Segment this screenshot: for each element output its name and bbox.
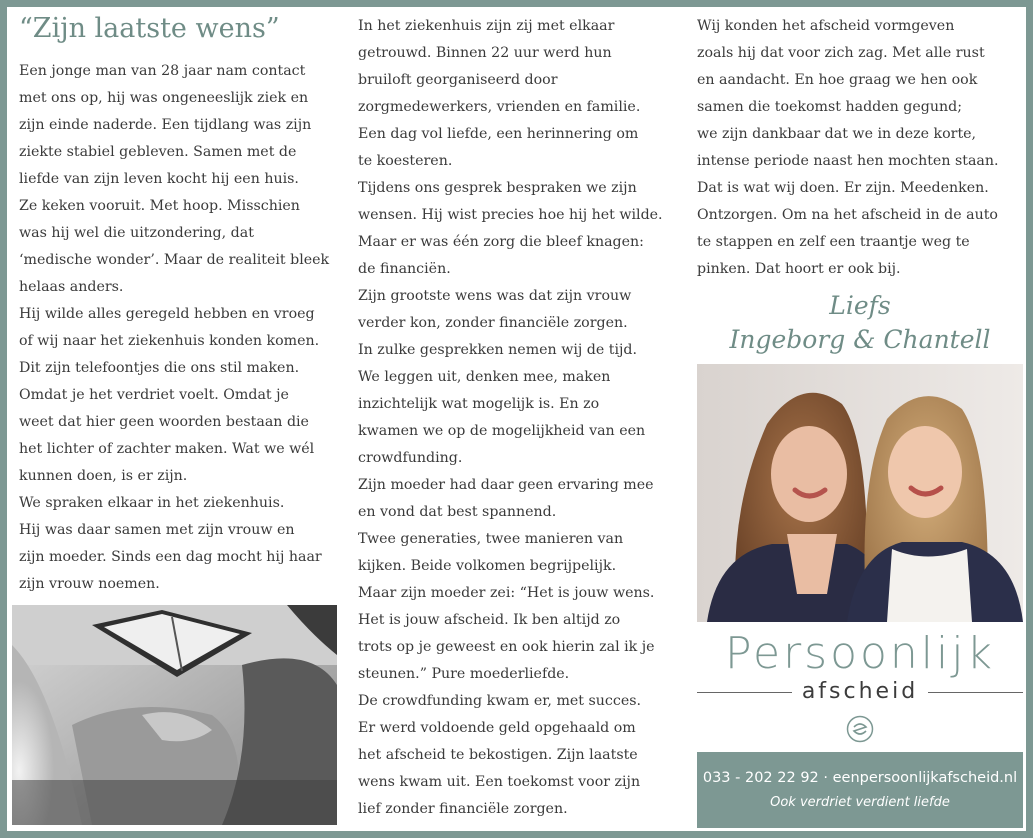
paragraph-line: en aandacht. En hoe graag we hen ook	[697, 72, 978, 88]
paragraph-line: Dat is wat wij doen. Er zijn. Meedenken.	[697, 180, 989, 196]
brand-subtitle: afscheid	[801, 679, 919, 704]
paragraph-line: bruiloft georganiseerd door	[358, 72, 558, 88]
paragraph-line: Hij was daar samen met zijn vrouw en	[19, 522, 295, 538]
paragraph-line: zijn moeder. Sinds een dag mocht hij haar	[19, 549, 322, 565]
paragraph-line: het afscheid te bekostigen. Zijn laatste	[358, 747, 638, 763]
signoff-names: Ingeborg & Chantell	[729, 325, 991, 354]
contact-bar	[697, 752, 1023, 828]
paragraph-line: steunen.” Pure moederliefde.	[358, 666, 570, 682]
paragraph-line: Zijn grootste wens was dat zijn vrouw	[358, 288, 632, 304]
paragraph-line: kwamen we op de mogelijkheid van een	[358, 423, 646, 439]
paragraph-line: kijken. Beide volkomen begrijpelijk.	[358, 558, 617, 574]
paragraph-line: Zijn moeder had daar geen ervaring mee	[358, 477, 654, 493]
article-page	[7, 7, 1026, 831]
column-1-text	[19, 58, 339, 598]
paragraph-line: we zijn dankbaar dat we in deze korte,	[697, 126, 977, 142]
paragraph-line: zorgmedewerkers, vrienden en familie.	[358, 99, 641, 115]
paragraph-line: wensen. Hij wist precies hoe hij het wilde.	[358, 207, 663, 223]
signoff	[697, 289, 1023, 357]
two-women-portrait-photo	[697, 364, 1023, 622]
paragraph-line: Omdat je het verdriet voelt. Omdat je	[19, 387, 289, 403]
signoff-line-1: Liefs	[829, 291, 891, 320]
paragraph-line: zijn vrouw noemen.	[19, 576, 160, 592]
paragraph-line: ziekte stabiel gebleven. Samen met de	[19, 144, 297, 160]
paragraph-line: te stappen en zelf een traantje weg te	[697, 234, 970, 250]
paragraph-line: Het is jouw afscheid. Ik ben altijd zo	[358, 612, 621, 628]
paragraph-line: In het ziekenhuis zijn zij met elkaar	[358, 18, 615, 34]
paragraph-line: wens kwam uit. Een toekomst voor zijn	[358, 774, 641, 790]
paragraph-line: of wij naar het ziekenhuis konden komen.	[19, 333, 320, 349]
paragraph-line: Ze keken vooruit. Met hoop. Misschien	[19, 198, 300, 214]
paragraph-line: met ons op, hij was ongeneeslijk ziek en	[19, 90, 309, 106]
paragraph-line: We leggen uit, denken mee, maken	[358, 369, 611, 385]
tagline: Ook verdriet verdient liefde	[770, 795, 950, 810]
wedding-hands-photo	[12, 605, 337, 825]
paragraph-line: ‘medische wonder’. Maar de realiteit bleek	[19, 252, 330, 268]
paragraph-line: Wij konden het afscheid vormgeven	[697, 18, 955, 34]
contact-separator: ·	[823, 770, 828, 786]
paragraph-line: kunnen doen, is er zijn.	[19, 468, 188, 484]
column-3	[697, 7, 1017, 283]
contact-line	[697, 768, 1023, 788]
paragraph-line: In zulke gesprekken nemen wij de tijd.	[358, 342, 637, 358]
paragraph-line: Een jonge man van 28 jaar nam contact	[19, 63, 306, 79]
divider-left	[697, 692, 792, 693]
paragraph-line: Er werd voldoende geld opgehaald om	[358, 720, 636, 736]
paragraph-line: Maar zijn moeder zei: “Het is jouw wens.	[358, 585, 655, 601]
paragraph-line: was hij wel die uitzondering, dat	[19, 225, 254, 241]
paragraph-line: De crowdfunding kwam er, met succes.	[358, 693, 642, 709]
paragraph-line: Twee generaties, twee manieren van	[358, 531, 624, 547]
phone-number[interactable]: 033 - 202 22 92	[702, 770, 819, 786]
paragraph-line: Tijdens ons gesprek bespraken we zijn	[358, 180, 637, 196]
paragraph-line: We spraken elkaar in het ziekenhuis.	[19, 495, 285, 511]
brand-sub-row	[697, 679, 1023, 705]
pa-monogram-icon	[846, 715, 874, 743]
paragraph-line: het lichter of zachter maken. Wat we wél	[19, 441, 315, 457]
paragraph-line: crowdfunding.	[358, 450, 463, 466]
paragraph-line: verder kon, zonder financiële zorgen.	[358, 315, 628, 331]
column-2	[358, 7, 680, 823]
divider-right	[928, 692, 1023, 693]
brand-name: Persoonlijk	[725, 628, 995, 679]
paragraph-line: samen die toekomst hadden gegund;	[697, 99, 962, 115]
paragraph-line: zijn einde naderde. Een tijdlang was zijn	[19, 117, 312, 133]
paragraph-line: weet dat hier geen woorden bestaan die	[19, 414, 309, 430]
paragraph-line: zoals hij dat voor zich zag. Met alle rust	[697, 45, 985, 61]
paragraph-line: te koesteren.	[358, 153, 453, 169]
paragraph-line: Hij wilde alles geregeld hebben en vroeg	[19, 306, 315, 322]
paragraph-line: helaas anders.	[19, 279, 124, 295]
paragraph-line: inzichtelijk wat mogelijk is. En zo	[358, 396, 600, 412]
brand-logo	[697, 629, 1023, 743]
article-title: “Zijn laatste wens”	[19, 13, 280, 44]
paragraph-line: en vond dat best spannend.	[358, 504, 557, 520]
paragraph-line: lief zonder financiële zorgen.	[358, 801, 568, 817]
paragraph-line: de financiën.	[358, 261, 451, 277]
paragraph-line: intense periode naast hen mochten staan.	[697, 153, 999, 169]
website-link[interactable]: eenpersoonlijkafscheid.nl	[832, 770, 1018, 786]
column-3-text	[697, 13, 1017, 283]
paragraph-line: Maar er was één zorg die bleef knagen:	[358, 234, 644, 250]
paragraph-line: pinken. Dat hoort er ook bij.	[697, 261, 901, 277]
paragraph-line: Dit zijn telefoontjes die ons stil maken.	[19, 360, 300, 376]
column-1	[19, 7, 339, 598]
paragraph-line: getrouwd. Binnen 22 uur werd hun	[358, 45, 612, 61]
paragraph-line: trots op je geweest en ook hierin zal ik je	[358, 639, 655, 655]
column-2-text	[358, 13, 680, 823]
paragraph-line: Ontzorgen. Om na het afscheid in de auto	[697, 207, 998, 223]
paragraph-line: liefde van zijn leven kocht hij een huis.	[19, 171, 299, 187]
paragraph-line: Een dag vol liefde, een herinnering om	[358, 126, 639, 142]
